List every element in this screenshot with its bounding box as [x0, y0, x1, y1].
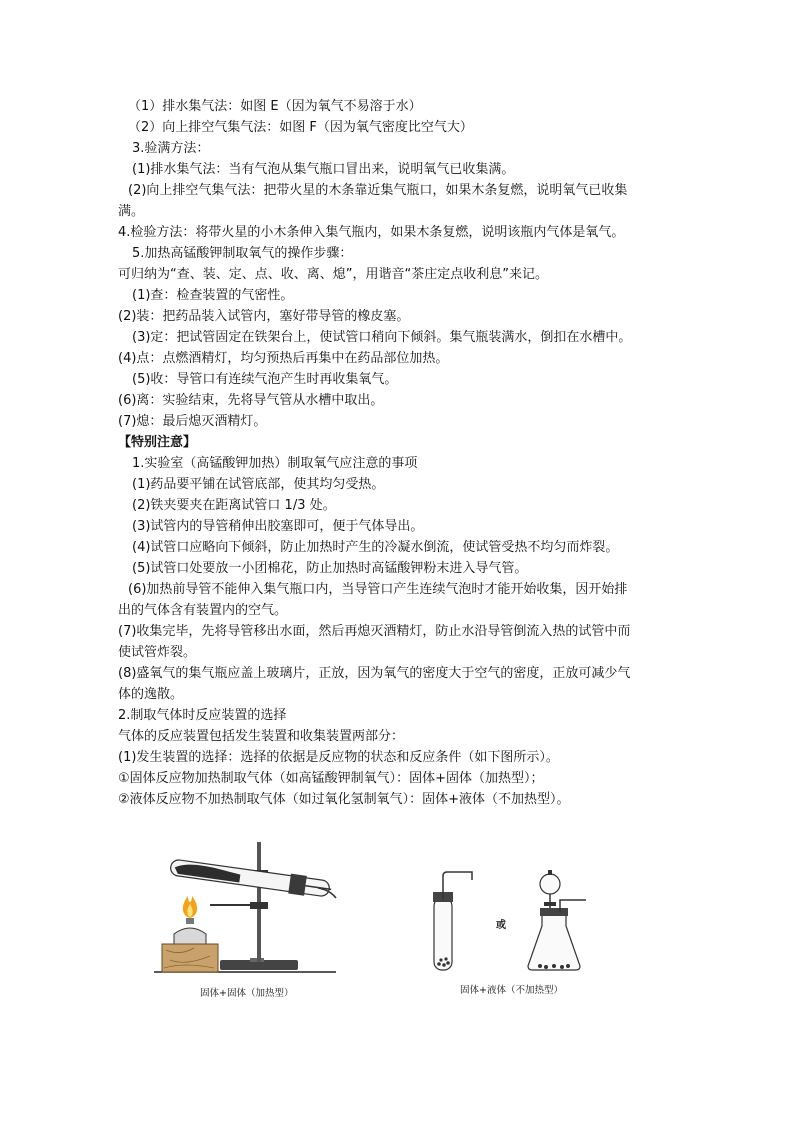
or-label: 或 [496, 920, 506, 931]
text-line: 使试管炸裂。 [118, 645, 197, 660]
text-line: (7)收集完毕，先将导管移出水面，然后再熄灭酒精灯，防止水沿导管倒流入热的试管中而 [118, 624, 631, 639]
flask-generator-illustration [524, 868, 588, 976]
text-line: (1)药品要平铺在试管底部，使其均匀受热。 [132, 477, 385, 492]
text-line: (6)加热前导管不能伸入集气瓶口内，当导管口产生连续气泡时才能开始收集，因开始排 [128, 582, 628, 597]
text-line: 体的逸散。 [118, 687, 184, 702]
text-line: (4)点：点燃酒精灯，均匀预热后再集中在药品部位加热。 [118, 351, 449, 366]
text-line: (4)试管口应略向下倾斜，防止加热时产生的冷凝水倒流，使试管受热不均匀而炸裂。 [132, 540, 619, 555]
text-line: (5)收：导管口有连续气泡产生时再收集氧气。 [132, 372, 398, 387]
text-line: 3.验满方法： [132, 141, 210, 156]
text-line: 5.加热高锰酸钾制取氧气的操作步骤： [132, 246, 353, 261]
text-line: (3)定：把试管固定在铁架台上，使试管口稍向下倾斜。集气瓶装满水，倒扣在水槽中。 [132, 330, 632, 345]
text-line: (3)试管内的导管稍伸出胶塞即可，便于气体导出。 [132, 519, 424, 534]
text-line: 2.制取气体时反应装置的选择 [118, 708, 287, 723]
text-line: (1)排水集气法：当有气泡从集气瓶口冒出来，说明氧气已收集满。 [132, 162, 515, 177]
text-line: (6)离：实验结束，先将导气管从水槽中取出。 [118, 393, 384, 408]
text-line: （2）向上排空气集气法：如图 F（因为氧气密度比空气大） [128, 120, 473, 135]
heating-apparatus-illustration [150, 838, 340, 978]
text-line: (2)铁夹要夹在距离试管口 1/3 处。 [132, 498, 336, 513]
text-line: 4.检验方法：将带火星的小木条伸入集气瓶内，如果木条复燃，说明该瓶内气体是氧气。 [118, 225, 625, 240]
text-line: 满。 [118, 204, 145, 219]
text-line: （1）排水集气法：如图 E（因为氧气不易溶于水） [128, 99, 422, 114]
text-line: (1)查：检查装置的气密性。 [132, 288, 294, 303]
text-line: 可归纳为“查、装、定、点、收、离、熄”，用谐音“茶庄定点收利息”来记。 [118, 267, 548, 282]
test-tube-generator-illustration [428, 870, 478, 974]
text-line: 1.实验室（高锰酸钾加热）制取氧气应注意的事项 [132, 456, 418, 471]
right-figure-caption: 固体+液体（不加热型） [460, 985, 563, 996]
text-line: ①固体反应物加热制取气体（如高锰酸钾制氧气）：固体+固体（加热型）； [118, 771, 544, 786]
text-line: (5)试管口处要放一小团棉花，防止加热时高锰酸钾粉末进入导气管。 [132, 561, 528, 576]
text-line: (2)装：把药品装入试管内，塞好带导管的橡皮塞。 [118, 309, 410, 324]
text-line: (8)盛氧气的集气瓶应盖上玻璃片，正放，因为氧气的密度大于空气的密度，正放可减少气 [118, 666, 631, 681]
text-line: 气体的反应装置包括发生装置和收集装置两部分： [118, 729, 405, 744]
section-heading: 【特别注意】 [118, 435, 197, 450]
left-figure-caption: 固体+固体（加热型） [200, 988, 294, 999]
text-line: (7)熄：最后熄灭酒精灯。 [118, 414, 267, 429]
text-line: ②液体反应物不加热制取气体（如过氧化氢制氧气）：固体+液体（不加热型）。 [118, 792, 570, 807]
text-line: (2)向上排空气集气法：把带火星的木条靠近集气瓶口，如果木条复燃，说明氧气已收集 [128, 183, 628, 198]
text-line: (1)发生装置的选择：选择的依据是反应物的状态和反应条件（如下图所示）。 [118, 750, 559, 765]
text-line: 出的气体含有装置内的空气。 [118, 603, 288, 618]
